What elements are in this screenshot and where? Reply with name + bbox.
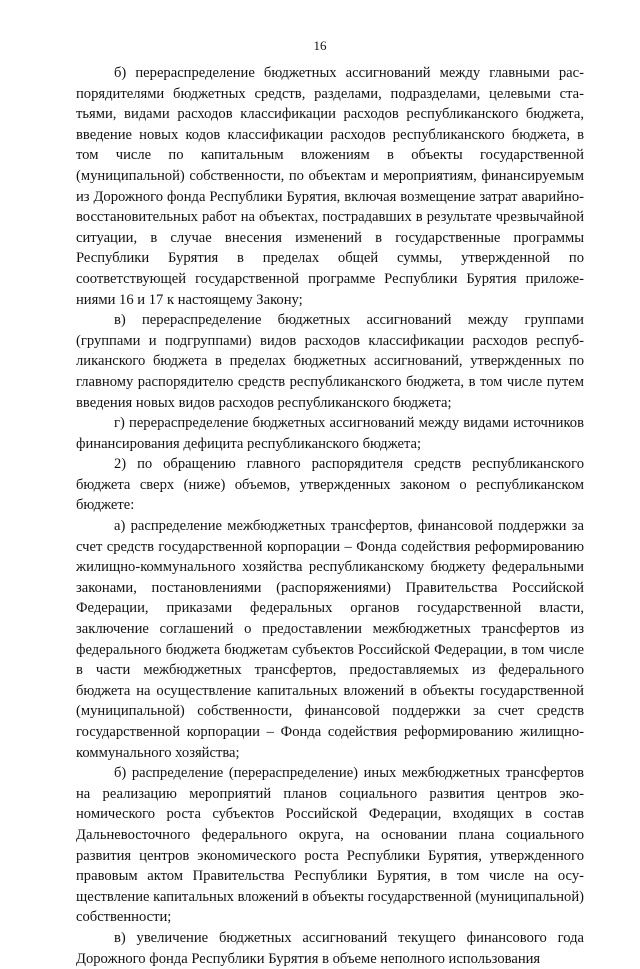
paragraph-2v: в) увеличение бюджетных ассигнований текущего финансового года Дорожного фонда Республики Бурятия в объеме неполного использования [76,929,584,967]
paragraph-1v: в) перераспределение бюджетных ассигнований между группами (группами и подгруппами) видов расходов классификации расходов республиканского бюджета в пределах бюджетных ассигнований, утвержденных по главному распорядителю средств республиканского бюджета, в том числе путем введения новых видов расходов республиканского бюджета; [76,312,584,411]
page-number: 16 [313,38,327,53]
paragraph-2a: а) распределение межбюджетных трансфертов, финансовой поддержки за счет средств государственной корпорации – Фонда содействия реформированию жилищно-коммунального хозяйства республиканскому бюджету федеральными законами, постановлениями (распоряжениями) Правительства Российской Федерации, приказами федеральных органов государственной власти, заключение соглашений о предоставлении межбюджетных трансфертов из федерального бюджета бюджетам субъектов Российской Федерации, в том числе в части межбюджетных трансфертов, предоставляемых из федерального бюджета на осуществление капитальных вложений в объекты государственной (муниципальной) собственности, финансовой поддержки за счет средств государственной корпорации – Фонда содействия реформированию жилищно-коммунального хозяйства; [76,518,584,761]
paragraph-1g: г) перераспределение бюджетных ассигнований между видами источников финансирования дефицита республиканского бюджета; [76,415,584,452]
document-body [76,63,584,969]
paragraph-1b: б) перераспределение бюджетных ассигнований между главными распорядителями бюджетных средств, разделами, подразделами, целевыми статьями, видами расходов классификации расходов республиканского бюджета, введение новых кодов классификации расходов республиканского бюджета, в том числе по капитальным вложениям в объекты государственной (муниципальной) собственности, по объектам и мероприятиям, финансируемым из Дорожного фонда Республики Бурятия, включая возмещение затрат аварийно-восстановительных работ на объектах, пострадавших в результате чрезвычайной ситуации, в случае внесения изменений в государственные программы Республики Бурятия в пределах общей суммы, утвержденной по соответствующей государственной программе Республики Бурятия приложениями 16 и 17 к настоящему Закону; [76,65,584,308]
paragraph-2b: б) распределение (перераспределение) иных межбюджетных трансфертов на реализацию мероприятий планов социального развития центров экономического роста субъектов Российской Федерации, входящих в состав Дальневосточного федерального округа, на основании плана социального развития центров экономического роста Республики Бурятия, утвержденного правовым актом Правительства Республики Бурятия, в том числе на осуществление капитальных вложений в объекты государственной (муниципальной) собственности; [76,765,585,926]
paragraph-2: 2) по обращению главного распорядителя средств республиканского бюджета сверх (ниже) объемов, утвержденных законом о республиканском бюджете: [76,456,584,514]
